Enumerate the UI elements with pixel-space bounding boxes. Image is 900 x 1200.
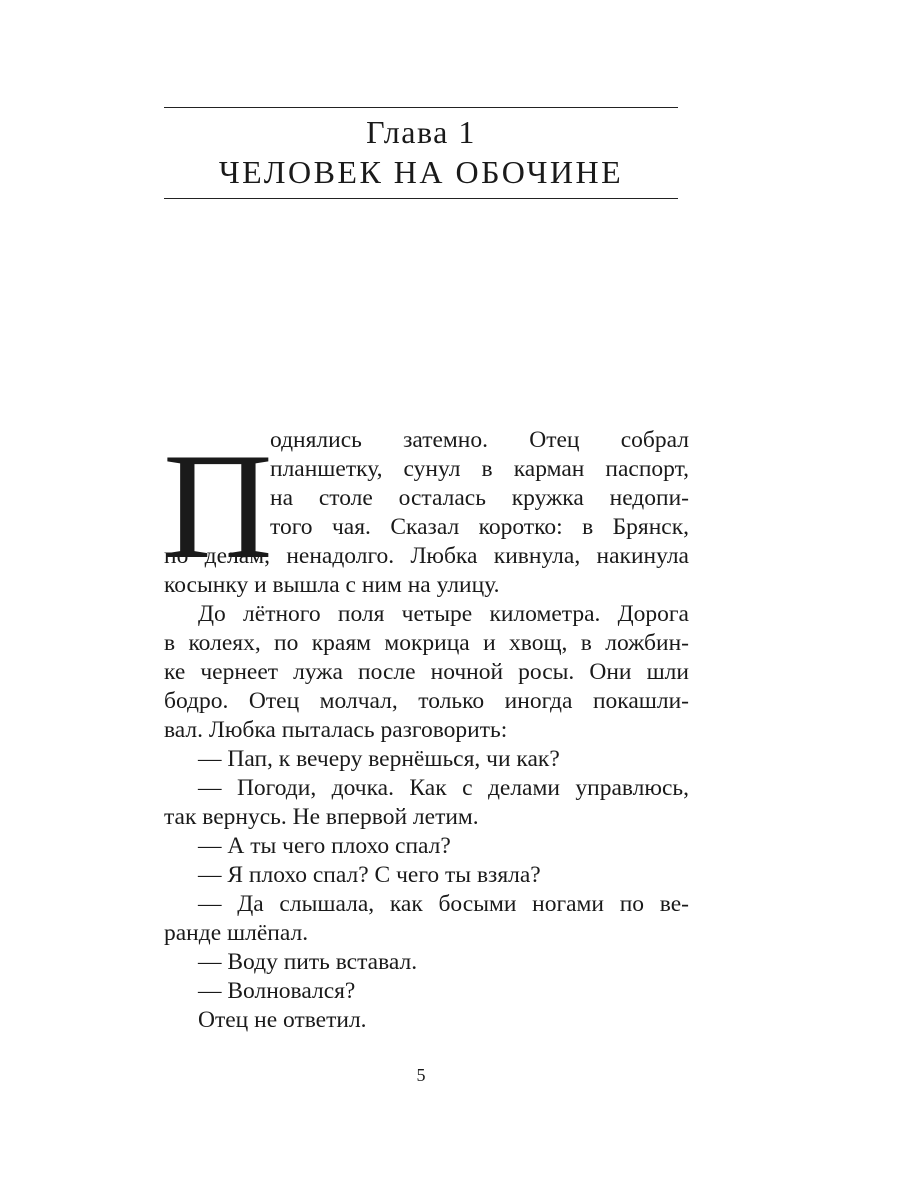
body-line: в колеях, по краям мокрица и хвощ, в ложбин- [164, 630, 689, 656]
header-rule-bottom [164, 198, 678, 199]
dialogue-line: — Я плохо спал? С чего ты взяла? [198, 862, 541, 888]
body-line: того чая. Сказал коротко: в Брянск, [270, 514, 689, 540]
body-line: ранде шлёпал. [164, 920, 309, 946]
dialogue-line: — Пап, к вечеру вернёшься, чи как? [198, 746, 560, 772]
body-text [163, 422, 689, 1035]
body-line: косынку и вышла с ним на улицу. [164, 572, 500, 598]
chapter-title: ЧЕЛОВЕК НА ОБОЧИНЕ [218, 154, 624, 190]
body-line: бодро. Отец молчал, только иногда покашли- [164, 688, 689, 714]
body-line: однялись затемно. Отец собрал [270, 427, 689, 453]
body-line: ке чернеет лужа после ночной росы. Они шли [164, 659, 689, 685]
chapter-number: Глава 1 [366, 114, 476, 150]
page-number: 5 [416, 1065, 426, 1085]
dialogue-line: — Волновался? [198, 978, 356, 1004]
body-line: на столе осталась кружка недопи- [270, 485, 689, 511]
body-line: планшетку, сунул в карман паспорт, [270, 456, 689, 482]
dialogue-line: — А ты чего плохо спал? [198, 833, 451, 859]
drop-cap: П [163, 422, 273, 590]
header-rule-top [164, 107, 678, 108]
dialogue-line: — Да слышала, как босыми ногами по ве- [198, 891, 689, 917]
body-line: по делам, ненадолго. Любка кивнула, накинула [164, 543, 689, 569]
body-line: До лётного поля четыре километра. Дорога [198, 601, 689, 627]
body-line: Отец не ответил. [198, 1007, 367, 1033]
body-line: вал. Любка пыталась разговорить: [164, 717, 508, 743]
dialogue-line: — Погоди, дочка. Как с делами управлюсь, [198, 775, 689, 801]
body-line: так вернусь. Не впервой летим. [164, 804, 479, 830]
dialogue-line: — Воду пить вставал. [198, 949, 418, 975]
